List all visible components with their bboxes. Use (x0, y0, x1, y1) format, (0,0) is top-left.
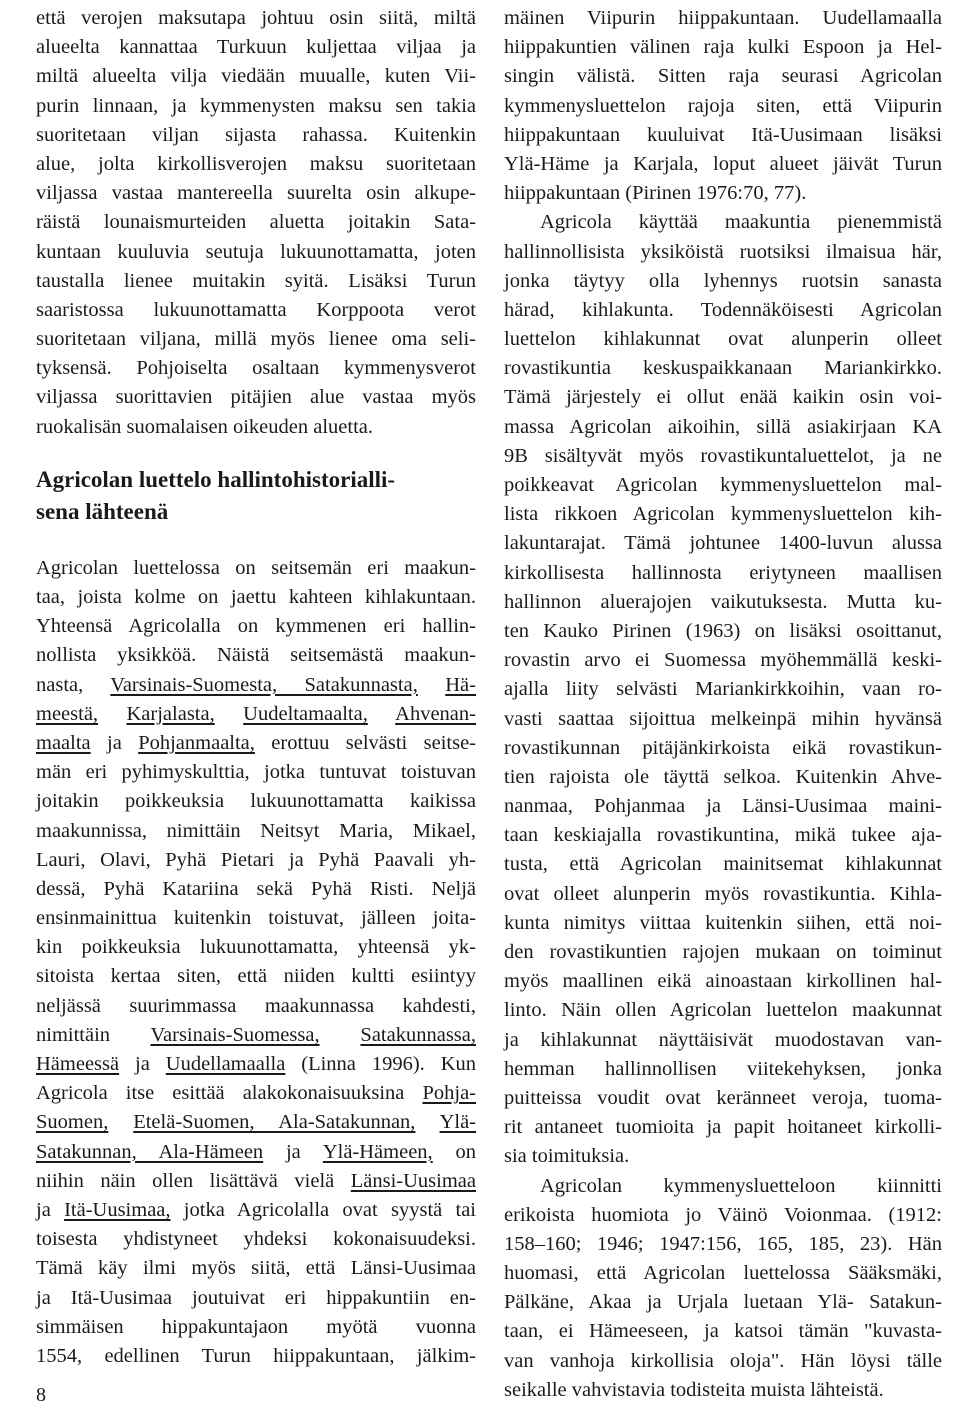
underlined-province: Etelä-Suomen, Ala-Satakunnan, (133, 1111, 416, 1134)
text-line: lista rikkoen Agricolan kymmenysluettelon kih- (504, 503, 942, 526)
underlined-province: Ylä- (439, 1111, 476, 1134)
text-line: taan keskiajalla rovastikuntina, mikä tukee aja- (504, 824, 942, 847)
text-line: tien rajoista ole täyttä selkoa. Kuitenkin Ahve- (504, 765, 942, 788)
text-line: huomasi, että Agricolan luettelossa Sääksmäki, (504, 1262, 942, 1285)
text-line: maakunnissa, nimittäin Neitsyt Maria, Mikael, (36, 819, 476, 842)
text-line (36, 1079, 476, 1108)
underlined-province: maalta (36, 731, 91, 754)
text-line: van vanhoja kirkollisia oloja". Hän löysi tälle (504, 1349, 942, 1372)
text-line: ovat olleet alunperin myös rovastikuntia. Kihla- (504, 882, 942, 905)
text-line: Pälkäne, Akaa ja Urjala luetaan Ylä- Satakun- (504, 1291, 942, 1314)
text-span: (Linna 1996). Kun (285, 1053, 477, 1075)
text-line: nollista yksikköä. Näistä seitsemästä maakun- (36, 644, 476, 667)
text-line: hallinnon aluerajojen vaikutuksesta. Mutta ku- (504, 590, 942, 613)
text-line (36, 671, 476, 700)
text-line: Yhteensä Agricolalla on kymmenen eri hallin- (36, 615, 476, 638)
text-line: miltä alueelta vilja viedään muualle, kuten Vii- (36, 65, 476, 88)
text-span: niihin näin ollen lisättävä vielä (36, 1169, 351, 1192)
text-line: rovastikuntia keskuspaikkanaan Mariankirkko. (504, 357, 942, 380)
text-line: seikalle vahvistavia todisteita muista lähteistä. (504, 1378, 884, 1401)
text-line (36, 729, 476, 758)
section-heading-line-1: Agricolan luettelo hallintohistorialli- (36, 466, 396, 492)
text-line: rovastikunnan pitäjänkirkoista eikä rovastikun- (504, 736, 942, 759)
text-line: simmäisen hippakuntajaon myötä vuonna (36, 1315, 476, 1338)
text-span: ja (119, 1053, 166, 1075)
text-line: vasti saattaa sijoittua melkeinpä mihin hyvänsä (504, 707, 942, 730)
underlined-province: Satakunnassa, (360, 1023, 476, 1046)
text-line: ja kihlakunnat näyttäisivät muodostavan van- (504, 1028, 942, 1051)
text-span: ja (90, 731, 139, 754)
text-line: Lauri, Olavi, Pyhä Pietari ja Pyhä Paavali yh- (36, 848, 476, 871)
underlined-province: Uudellamaalla (165, 1053, 286, 1075)
text-line: viljassa vastaa mantereella suurelta osin alkupe- (36, 182, 476, 205)
text-line: rit antaneet tuomioita ja papit hoitaneet kirkolli- (504, 1116, 942, 1139)
text-line: taa, joista kolme on jaettu kahteen kihlakuntaan. (36, 586, 476, 608)
text-line: kymmenysluettelon rajoja siten, että Viipurin (504, 94, 942, 117)
text-line: räistä lounaismurteiden aluetta joitakin Sata- (36, 211, 476, 234)
text-line: Agricolan luettelossa on seitsemän eri maakun- (36, 556, 476, 579)
text-line: ja Itä-Uusimaa joutuivat eri hippakuntiin en- (36, 1286, 476, 1309)
text-line: hemman hallinnollisen viitekehyksen, jonka (504, 1057, 942, 1080)
text-line: nanmaa, Pohjanmaa ja Länsi-Uusimaa maini- (504, 795, 942, 818)
text-span (320, 1024, 361, 1046)
underlined-province: meestä, (36, 702, 99, 725)
text-line: den rovastikuntien rajojen mukaan on toiminut (504, 941, 942, 963)
text-line: sitoista kertaa siten, että niiden kultti esiintyy (36, 965, 476, 988)
underlined-province: Uudeltamaalta, (243, 702, 368, 725)
text-line: saaristossa lukuunottamatta Korppoota verot (36, 298, 476, 321)
text-line: rovastin arvo ei Suomessa myöhemmällä keski- (504, 649, 942, 672)
text-span: nasta, (36, 673, 111, 696)
underlined-province: Pohja- (422, 1082, 476, 1105)
text-span (98, 703, 126, 725)
text-line: kirkollisesta hallinnosta eriytyneen maallisen (504, 561, 942, 584)
text-span: ja (36, 1198, 65, 1221)
text-line: luettelon kihlakunnat ovat alunperin olleet (504, 328, 942, 351)
text-line: dessä, Pyhä Katariina sekä Pyhä Risti. Neljä (36, 877, 476, 900)
section-heading-line-2: sena lähteenä (36, 498, 169, 524)
text-line: Tämä järjestely ei ollut enää kaikin osin voi- (504, 386, 942, 409)
text-line: kin poikkeuksia lukuunottamatta, yhteensä yk- (36, 936, 476, 959)
text-span: jotka Agricolalla ovat syystä tai (170, 1198, 477, 1221)
text-line: että verojen maksutapa johtuu osin siitä, miltä (36, 7, 476, 29)
text-line: män eri pyhimyskulttia, jotka tuntuvat toistuvan (36, 761, 476, 784)
text-line: jonka täytyy olla lyhennys ruotsin sanasta (504, 269, 942, 292)
text-line: suoritetaan viljana, millä myös lienee oma seli- (36, 328, 476, 351)
text-line: myös maallinen eikä ainoastaan kirkollinen hal- (504, 970, 942, 993)
text-line: singin välistä. Sitten raja seurasi Agricolan (504, 65, 942, 88)
paragraph-provinces (36, 554, 476, 1371)
text-line: joitakin poikkeuksia lukuunottamatta kaikissa (36, 790, 476, 813)
text-line: härad, kihlakunta. Todennäköisesti Agricolan (504, 298, 942, 321)
text-line: tyksensä. Pohjoiselta osaltaan kymmenysverot (36, 357, 476, 380)
text-line: Ylä-Häme ja Karjala, loput alueet jäivät Turun (504, 152, 942, 175)
text-line: Tämä käy ilmi myös siitä, että Länsi-Uusimaa (36, 1257, 476, 1280)
underlined-province: Hä- (445, 673, 476, 696)
text-line: linto. Näin ollen Agricolan luettelon maakunnat (504, 999, 942, 1022)
underlined-province: Varsinais-Suomesta, Satakunnasta, (110, 673, 418, 696)
text-span (418, 674, 445, 696)
text-span: Agricola itse esittää alakokonaisuuksina (36, 1082, 423, 1105)
text-span: erottuu selvästi seitse- (254, 731, 476, 754)
left-column (36, 4, 476, 1371)
text-line: hiippakuntaan (Pirinen 1976:70, 77). (504, 182, 807, 205)
text-line: taustalla lienee muitakin syitä. Lisäksi Turun (36, 269, 476, 292)
paragraph-voionmaa (504, 1172, 942, 1406)
text-line (36, 1196, 476, 1225)
text-line: hiippakuntien välinen raja kulki Espoon ja Hel- (504, 36, 942, 59)
section-heading (36, 464, 476, 528)
underlined-province: Suomen, (36, 1111, 109, 1134)
text-line: ajalla liity selvästi Mariankirkkoihin, vaan ro- (504, 678, 942, 701)
text-line: neljässä suurimmassa maakunnassa kahdesti, (36, 994, 476, 1017)
underlined-province: Karjalasta, (126, 702, 215, 725)
underlined-province: Ylä-Hämeen, (322, 1140, 433, 1163)
text-line: toisesta yhdistyneet yhdeksi kokonaisuudeksi. (36, 1228, 476, 1251)
paragraph-dioceses (504, 4, 942, 208)
text-line: kuntaan kuuluvia seutuja lukuunottamatta, joten (36, 240, 476, 263)
paragraph-hundreds (504, 208, 942, 1171)
text-line: poikkeavat Agricolan kymmenysluettelon mal- (504, 474, 942, 496)
text-line: massa Agricolan aikoihin, sillä asiakirjaan KA (504, 415, 942, 438)
underlined-province: Hämeessä (36, 1053, 120, 1075)
text-span: nimittäin (36, 1023, 151, 1046)
text-line (36, 1021, 476, 1050)
text-span (215, 703, 243, 725)
underlined-province: Satakunnan, Ala-Hämeen (36, 1140, 264, 1163)
text-line: hiippakuntaan kuuluivat Itä-Uusimaan lisäksi (504, 123, 942, 146)
underlined-province: Itä-Uusimaa, (64, 1198, 171, 1221)
text-span: ja (263, 1140, 323, 1163)
text-line (36, 700, 476, 729)
text-line: erikoista huomiota jo Väinö Voionmaa. (1912: (504, 1203, 942, 1226)
text-line: ruokalisän suomalaisen oikeuden aluetta. (36, 415, 374, 438)
underlined-province: Pohjanmaalta, (138, 731, 255, 754)
text-line: mäinen Viipurin hiippakuntaan. Uudellamaalla (504, 7, 942, 29)
underlined-province: Länsi-Uusimaa (350, 1169, 476, 1192)
page-number: 8 (36, 1384, 46, 1406)
text-line (36, 1108, 476, 1137)
text-line: 9B sisältyvät myös rovastikuntaluettelot, ja ne (504, 444, 942, 467)
underlined-province: Varsinais-Suomessa, (150, 1023, 320, 1046)
text-span (368, 703, 395, 725)
text-line: purin linnaan, ja kymmenysten maksu sen takia (36, 94, 476, 117)
text-line: suoritetaan viljan sijasta rahassa. Kuitenkin (36, 123, 476, 146)
text-line: puitteissa voudit ovat keränneet veroja, tuoma- (504, 1086, 942, 1109)
text-span: on (432, 1140, 476, 1163)
underlined-province: Ahvenan- (395, 702, 476, 725)
text-line: tusta, että Agricolan mainitsemat kihlakunnat (504, 853, 942, 876)
text-line: 158–160; 1946; 1947:156, 165, 185, 23). Hän (504, 1232, 942, 1255)
text-line: Agricola käyttää maakuntia pienemmistä (540, 211, 942, 234)
text-line (36, 1050, 476, 1079)
text-line (36, 1138, 476, 1167)
text-line: alue, jolta kirkollisverojen maksu suoritetaan (36, 152, 476, 175)
text-line: 1554, edellinen Turun hiippakuntaan, jälkim- (36, 1344, 476, 1367)
right-column (504, 4, 942, 1405)
text-line: Agricolan kymmenysluetteloon kiinnitti (540, 1174, 942, 1197)
text-line: taan, ei Hämeeseen, ja katsoi tämän "kuvasta- (504, 1320, 942, 1343)
text-line: ensinmainittua kuitenkin toistuvat, jälleen joita- (36, 907, 476, 930)
text-line: viljassa suorittavien pitäjien alue vastaa myös (36, 386, 476, 409)
paragraph-taxes (36, 4, 476, 442)
text-line: ten Kauko Pirinen (1963) on lisäksi osoittanut, (504, 619, 942, 642)
text-line: hallinnollisista yksiköistä ruotsiksi ilmaisua här, (504, 240, 942, 263)
text-span (415, 1111, 439, 1133)
text-line: kunta nimitys viittaa kuitenkin siihen, että noi- (504, 911, 942, 934)
text-line: lakuntarajat. Tämä johtunee 1400-luvun alussa (504, 532, 942, 555)
text-line (36, 1167, 476, 1196)
text-span (108, 1111, 133, 1133)
text-line: alueelta kannattaa Turkuun kuljettaa viljaa ja (36, 36, 476, 59)
text-line: sia toimituksia. (504, 1145, 630, 1168)
